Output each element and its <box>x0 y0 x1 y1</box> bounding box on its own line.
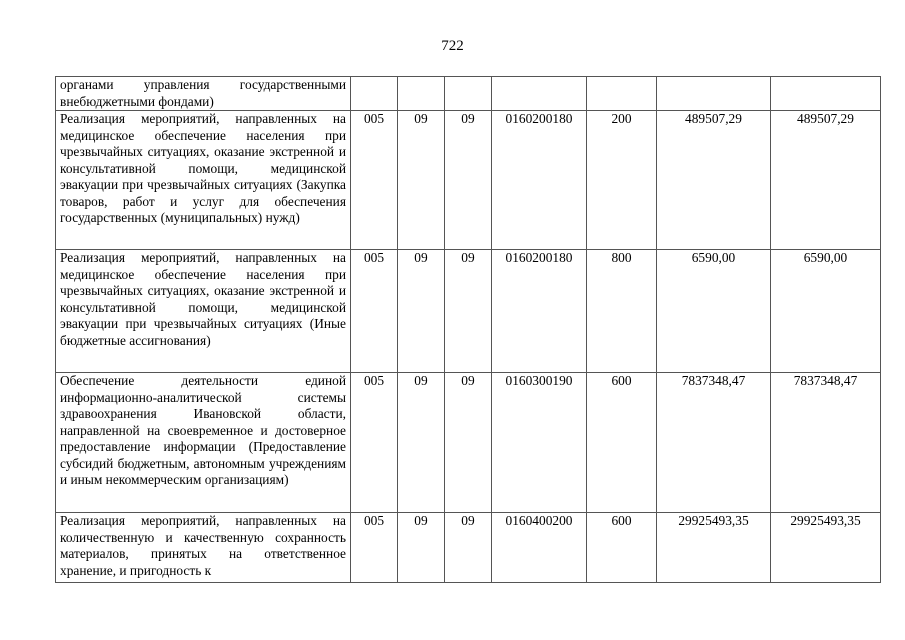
ministry-code: 005 <box>351 250 398 373</box>
amount-1: 7837348,47 <box>657 373 771 513</box>
expense-type-code <box>587 77 657 111</box>
table-row <box>56 77 881 111</box>
expense-type-code: 200 <box>587 111 657 250</box>
amount-2: 7837348,47 <box>771 373 881 513</box>
row-description: Реализация мероприятий, направленных на медицинское обеспечение населения при чрезвычайных ситуациях, оказание экстренной и консультативной помощи, медицинской эвакуации при чрезвычайных ситуациях (Иные бюджетные ассигнования) <box>56 250 351 373</box>
expense-type-code: 600 <box>587 513 657 583</box>
subsection-code: 09 <box>445 513 492 583</box>
section-code <box>398 77 445 111</box>
amount-1 <box>657 77 771 111</box>
section-code: 09 <box>398 250 445 373</box>
ministry-code: 005 <box>351 513 398 583</box>
section-code: 09 <box>398 513 445 583</box>
table-row <box>56 250 881 373</box>
target-article-code: 0160400200 <box>492 513 587 583</box>
ministry-code: 005 <box>351 373 398 513</box>
amount-2: 29925493,35 <box>771 513 881 583</box>
expense-type-code: 600 <box>587 373 657 513</box>
amount-1: 489507,29 <box>657 111 771 250</box>
subsection-code: 09 <box>445 250 492 373</box>
target-article-code: 0160200180 <box>492 111 587 250</box>
subsection-code: 09 <box>445 373 492 513</box>
row-description: Реализация мероприятий, направленных на медицинское обеспечение населения при чрезвычайных ситуациях, оказание экстренной и консультативной помощи, медицинской эвакуации при чрезвычайных ситуациях (Закупка товаров, работ и услуг для обеспечения государственных (муниципальных) нужд) <box>56 111 351 250</box>
amount-1: 29925493,35 <box>657 513 771 583</box>
row-description: Обеспечение деятельности единой информационно-аналитической системы здравоохранения Ивановской области, направленной на своевременное и достоверное предоставление информации (Предоставление субсидий бюджетным, автономным учреждениям и иным некоммерческим организациям) <box>56 373 351 513</box>
subsection-code <box>445 77 492 111</box>
row-description: Реализация мероприятий, направленных на количественную и качественную сохранность материалов, принятых на ответственное хранение, и пригодность к <box>56 513 351 583</box>
target-article-code <box>492 77 587 111</box>
row-description: органами управления государственными внебюджетными фондами) <box>56 77 351 111</box>
section-code: 09 <box>398 111 445 250</box>
amount-2: 489507,29 <box>771 111 881 250</box>
subsection-code: 09 <box>445 111 492 250</box>
expense-type-code: 800 <box>587 250 657 373</box>
amount-2: 6590,00 <box>771 250 881 373</box>
amount-1: 6590,00 <box>657 250 771 373</box>
table-row <box>56 111 881 250</box>
page-number: 722 <box>441 38 464 54</box>
amount-2 <box>771 77 881 111</box>
target-article-code: 0160200180 <box>492 250 587 373</box>
ministry-code: 005 <box>351 111 398 250</box>
ministry-code <box>351 77 398 111</box>
table-row <box>56 513 881 583</box>
section-code: 09 <box>398 373 445 513</box>
budget-table <box>55 76 881 583</box>
target-article-code: 0160300190 <box>492 373 587 513</box>
table-row <box>56 373 881 513</box>
